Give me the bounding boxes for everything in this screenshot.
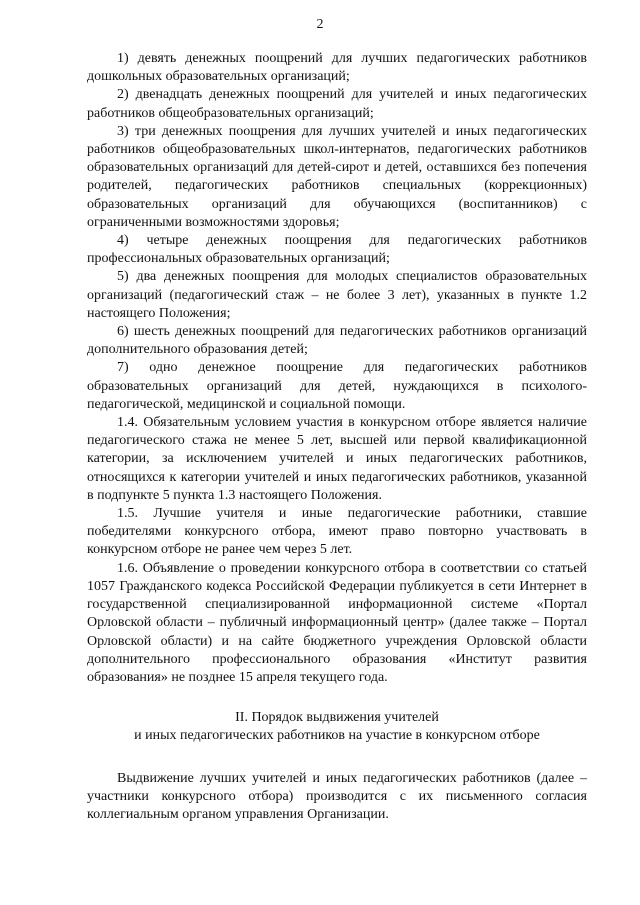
list-item-1: 1) девять денежных поощрений для лучших педагогических работников дошкольных образовательных организаций; xyxy=(87,51,587,85)
page-number: 2 xyxy=(316,17,324,32)
list-item-2: 2) двенадцать денежных поощрений для учителей и иных педагогических работников общеобразовательных организаций; xyxy=(87,87,587,121)
section-heading-line-1: II. Порядок выдвижения учителей xyxy=(235,710,439,726)
list-item-3: 3) три денежных поощрения для лучших учителей и иных педагогических работников общеобразовательных школ-интернатов, педагогических работников образовательных организаций для детей-сирот и детей, оставшихся без попечения родителей, педагогических работников специальных (коррекционных) образовательных организаций для обучающихся (воспитанников) с ограниченными возможностями здоровья; xyxy=(87,123,587,230)
section-heading xyxy=(87,709,587,745)
list-item-5: 5) два денежных поощрения для молодых специалистов образовательных организаций (педагогический стаж – не более 3 лет), указанных в пункте 1.2 настоящего Положения; xyxy=(87,269,587,321)
final-paragraph: Выдвижение лучших учителей и иных педагогических работников (далее – участники конкурсного отбора) производится с их письменного согласия коллегиальным органом управления Организации. xyxy=(87,770,587,822)
clause-1-4: 1.4. Обязательным условием участия в конкурсном отборе является наличие педагогического стажа не менее 5 лет, высшей или первой квалификационной категории, за исключением учителей и иных педагогических работников, относящихся к категории учителей и иных педагогических работников, указанной в подпункте 5 пункта 1.3 настоящего Положения. xyxy=(87,415,587,503)
clause-1-6: 1.6. Объявление о проведении конкурсного отбора в соответствии со статьей 1057 Гражданского кодекса Российской Федерации публикуется в сети Интернет в государственной специализированной информационной системе «Портал Орловской области – публичный информационный центр» (далее также – Портал Орловской области) и на сайте бюджетного учреждения Орловской области дополнительного профессионального образования «Институт развития образования» не позднее 15 апреля текущего года. xyxy=(87,560,587,685)
list-item-7: 7) одно денежное поощрение для педагогических работников образовательных организаций для детей, нуждающихся в психолого-педагогической, медицинской и социальной помощи. xyxy=(87,360,587,412)
list-item-4: 4) четыре денежных поощрения для педагогических работников профессиональных образовательных организаций; xyxy=(87,233,587,267)
section-heading-line-2: и иных педагогических работников на участие в конкурсном отборе xyxy=(134,728,540,744)
clause-1-5: 1.5. Лучшие учителя и иные педагогические работники, ставшие победителями конкурсного отбора, имеют право повторно участвовать в конкурсном отборе не ранее чем через 5 лет. xyxy=(87,506,587,558)
list-item-6: 6) шесть денежных поощрений для педагогических работников организаций дополнительного образования детей; xyxy=(87,324,587,358)
document-body xyxy=(87,50,587,824)
